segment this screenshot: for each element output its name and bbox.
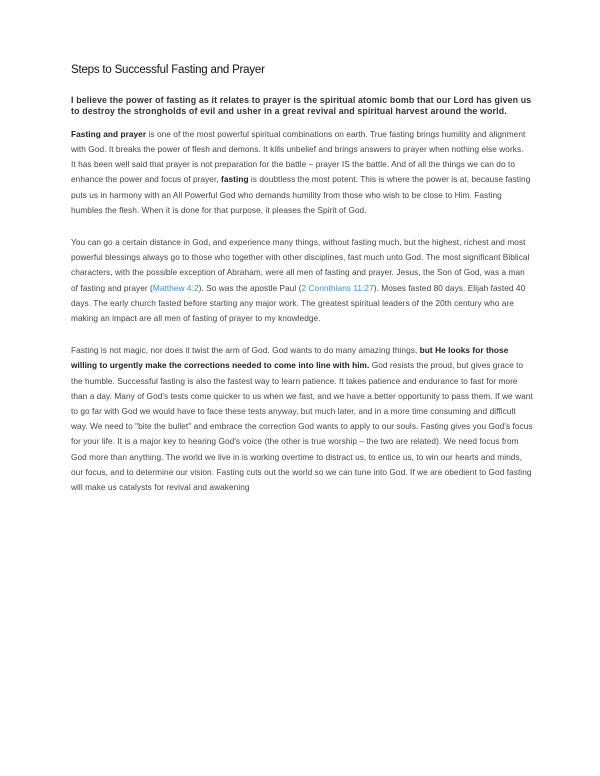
paragraph-text: is doubtless the most potent. This is where the power is at, because fasting puts us in harmony with an All Powerful God who demands humility from those who wish to be close to Him. Fasting humbles the flesh. When it is done for that purpose, it pleases the Spirit of God. xyxy=(71,174,531,215)
paragraph-text: God resists the proud, but gives grace to the humble. Successful fasting is also the fastest way to learn patience. It takes patience and endurance to fast for more than a day. Many of God's tests come quicker to us when we fast, and we have a better opportunity to pass them. If we want to go far with God we would have to face these tests anyway, but much later, and in a more time consuming and difficult way. We need to "bite the bullet" and embrace the correction God wants to apply to our souls. Fasting gives you God's focus for your life. It is a major key to hearing God's voice (the other is true worship – the two are related). We need focus from God more than anything. The world we live in is working overtime to distract us, to entice us, to win our hearts and minds, our focus, and to determine our vision. Fasting cuts out the world so we can tune into God. If we are obedient to God fasting will make us catalysts for revival and awakening xyxy=(71,360,533,493)
paragraph-spacer xyxy=(71,218,533,235)
paragraph-text: It has been well said that prayer is not preparation for the battle – prayer IS the battle. And of all the things we can do to enhance the power and focus of prayer, xyxy=(71,159,515,185)
bold-phrase: but He looks for those willing to urgently make the corrections needed to come into line with him. xyxy=(71,345,509,371)
page-title: Steps to Successful Fasting and Prayer xyxy=(71,64,265,76)
scripture-link-corinthians[interactable]: 2 Corinthians 11:27 xyxy=(301,282,374,293)
paragraph-biblical-characters xyxy=(71,235,533,326)
paragraph-text: ). Moses fasted 80 days. Elijah fasted 40 days. The early church fasted before starting any major work. The greatest spiritual leaders of the 20th century who are making an impact are all men of fasting of prayer to my knowledge. xyxy=(71,282,526,324)
document-page xyxy=(71,64,533,495)
paragraph-text: is one of the most powerful spiritual combinations on earth. True fasting brings humility and alignment with God. It breaks the power of flesh and demons. It kills unbelief and brings answers to prayer when nothing else works. xyxy=(71,128,526,155)
intro-paragraph: I believe the power of fasting as it relates to prayer is the spiritual atomic bomb that our Lord has given us to destroy the strongholds of evil and usher in a great revival and spiritual harvest around the world. xyxy=(71,95,532,117)
scripture-link-matthew[interactable]: Matthew 4:2 xyxy=(152,282,199,293)
paragraph-fasting-and-prayer xyxy=(71,127,533,157)
paragraph-prayer-is-the-battle xyxy=(71,157,533,218)
paragraph-text: Fasting is not magic, nor does it twist the arm of God. God wants to do many amazing things, xyxy=(71,345,420,356)
bold-phrase: fasting xyxy=(221,174,249,185)
paragraph-text: ). So was the apostle Paul ( xyxy=(198,282,302,293)
paragraph-fasting-not-magic xyxy=(71,343,533,495)
paragraph-text: You can go a certain distance in God, and experience many things, without fasting much, but the highest, richest and most powerful blessings always go to those who together with other disciplines, fast much unto God. The most significant Biblical characters, with the possible exception of Abraham, were all men of fasting and prayer. Jesus, the Son of God, was a man of fasting and prayer ( xyxy=(71,237,530,293)
paragraph-spacer xyxy=(71,326,533,343)
bold-phrase: Fasting and prayer xyxy=(71,128,147,139)
